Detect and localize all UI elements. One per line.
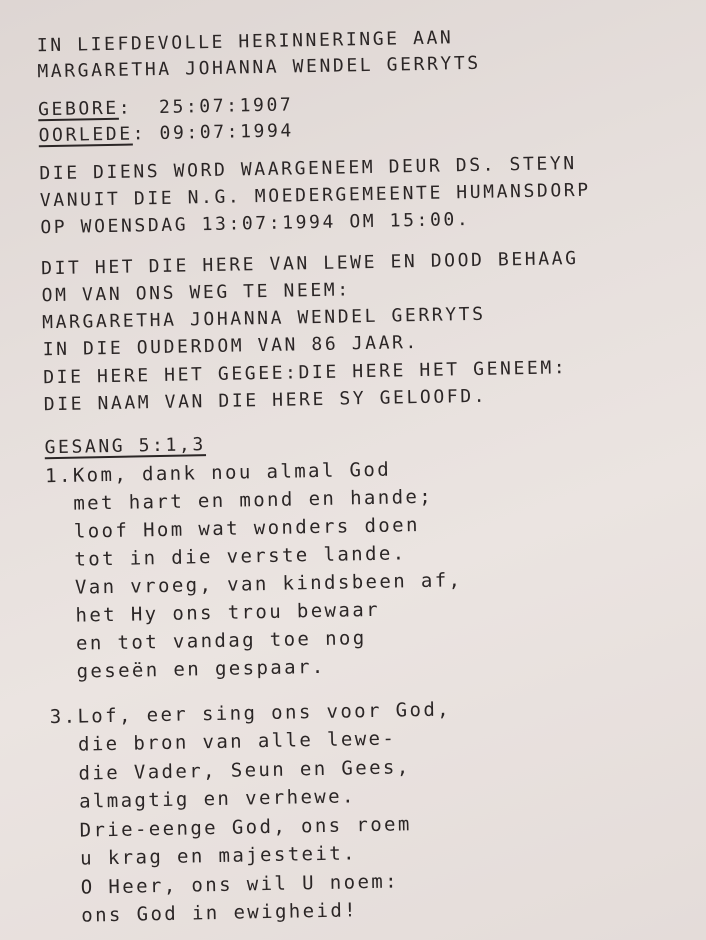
verse-1-line: 1.Kom, dank nou almal God — [44, 458, 392, 488]
announcement-line-6: DIE NAAM VAN DIE HERE SY GELOOFD. — [43, 385, 488, 416]
verse-1-line: en tot vandag toe nog — [48, 627, 367, 656]
born-label: GEBORE — [37, 97, 119, 121]
announcement-line-1: DIT HET DIE HERE VAN LEWE EN DOOD BEHAAG — [40, 247, 579, 280]
verse-3-line: almagtig en verhewe. — [51, 785, 357, 814]
announcement-line-2: OM VAN ONS WEG TE NEEM: — [41, 279, 351, 307]
heading-line-1: IN LIEFDEVOLLE HERINNERINGE AAN — [36, 27, 454, 57]
service-line-3: OP WOENSDAG 13:07:1994 OM 15:00. — [40, 209, 471, 239]
announcement-line-5: DIE HERE HET GEGEE:DIE HERE HET GENEEM: — [43, 357, 568, 389]
verse-3-line: ons God in ewigheid! — [53, 899, 359, 928]
verse-1-line: het Hy ons trou bewaar — [47, 598, 381, 628]
announcement-line-3: MARGARETHA JOHANNA WENDEL GERRYTS — [42, 303, 486, 334]
verse-3-line: u krag en majesteit. — [52, 842, 358, 871]
verse-3-line: 3.Lof, eer sing ons voor God, — [49, 698, 452, 729]
hymn-title: GESANG 5:1,3 — [44, 434, 207, 459]
died-value: : 09:07:1994 — [132, 120, 295, 145]
born-value: : 25:07:1907 — [118, 94, 294, 119]
died-label: OORLEDE — [38, 123, 133, 147]
verse-1-line: met hart en mond en hande; — [45, 485, 434, 516]
heading-line-2: MARGARETHA JOHANNA WENDEL GERRYTS — [37, 52, 481, 83]
verse-1-line: Van vroeg, van kindsbeen af, — [47, 569, 463, 600]
born-row — [38, 94, 294, 121]
verse-3-line: die Vader, Seun en Gees, — [50, 756, 411, 786]
verse-3-line: O Heer, ons wil U noem: — [52, 870, 400, 900]
verse-1-line: loof Hom wat wonders doen — [46, 514, 421, 544]
verse-1-line: tot in die verste lande. — [46, 542, 407, 572]
verse-3-line: die bron van alle lewe- — [50, 727, 397, 757]
verse-1-line: geseën en gespaar. — [48, 655, 326, 684]
service-line-2: VANUIT DIE N.G. MOEDERGEMEENTE HUMANSDORP — [39, 179, 591, 212]
died-row — [38, 120, 294, 147]
verse-3-line: Drie-eenge God, ons roem — [51, 813, 412, 843]
announcement-line-4: IN DIE OUDERDOM VAN 86 JAAR. — [42, 332, 420, 361]
service-line-1: DIE DIENS WORD WAARGENEEM DEUR DS. STEYN — [39, 152, 577, 185]
